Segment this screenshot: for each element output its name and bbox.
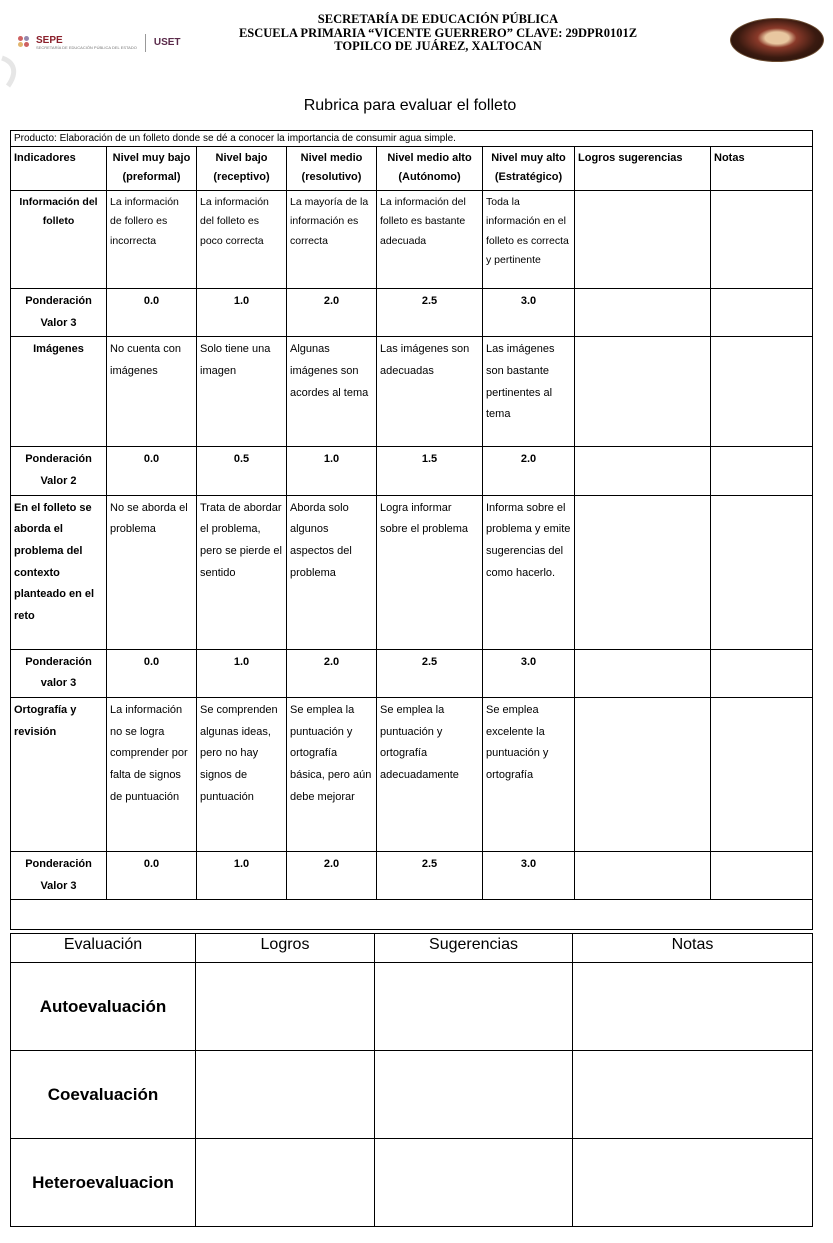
weight-value: 3.0 — [483, 649, 575, 697]
level-descriptor-cell: Las imágenes son bastante pertinentes al tema — [483, 337, 575, 447]
level-descriptor-cell: La información del folleto es bastante adecuada — [377, 190, 483, 288]
indicator-cell: Imágenes — [11, 337, 107, 447]
column-header: Evaluación — [11, 934, 196, 963]
weight-value: 3.0 — [483, 288, 575, 336]
logros-cell — [575, 288, 711, 336]
notas-cell — [711, 337, 813, 447]
sepe-logo-subtext: SECRETARÍA DE EDUCACIÓN PÚBLICA DEL ESTADO — [36, 45, 137, 50]
weight-label: Ponderación Valor 3 — [11, 852, 107, 900]
notas-cell — [711, 698, 813, 852]
level-descriptor-cell: Se comprenden algunas ideas, pero no hay signos de puntuación — [197, 698, 287, 852]
rubric-row — [11, 698, 813, 852]
logros-cell — [575, 190, 711, 288]
logros-cell — [575, 337, 711, 447]
level-descriptor-cell: La información de follero es incorrecta — [107, 190, 197, 288]
level-descriptor-cell: La mayoría de la información es correcta — [287, 190, 377, 288]
school-location: TOPILCO DE JUÁREZ, XALTOCAN — [334, 39, 542, 53]
weight-value: 2.5 — [377, 852, 483, 900]
column-header: Logros — [196, 934, 375, 963]
level-descriptor-cell: Se emplea la puntuación y ortografía básica, pero aún debe mejorar — [287, 698, 377, 852]
level-descriptor-cell: Toda la información en el folleto es correcta y pertinente — [483, 190, 575, 288]
weight-value: 2.5 — [377, 649, 483, 697]
weight-value: 2.5 — [377, 288, 483, 336]
column-header: Nivel muy bajo (preformal) — [107, 147, 197, 191]
watermark-icon — [0, 50, 26, 90]
logros-cell — [196, 1051, 375, 1139]
logros-cell — [575, 698, 711, 852]
weight-label: Ponderación valor 3 — [11, 649, 107, 697]
evaluation-row — [11, 963, 813, 1051]
notas-cell — [711, 288, 813, 336]
notas-cell — [711, 190, 813, 288]
level-descriptor-cell: Informa sobre el problema y emite sugerencias del como hacerlo. — [483, 495, 575, 649]
level-descriptor-cell: La información no se logra comprender por falta de signos de puntuación — [107, 698, 197, 852]
logros-cell — [196, 963, 375, 1051]
uset-logo — [154, 38, 181, 48]
rubric-header-row — [11, 147, 813, 191]
column-header: Nivel bajo (receptivo) — [197, 147, 287, 191]
indicator-cell: En el folleto se aborda el problema del contexto planteado en el reto — [11, 495, 107, 649]
weight-value: 2.0 — [483, 447, 575, 495]
column-header: Indicadores — [11, 147, 107, 191]
school-heading — [200, 13, 676, 54]
sepe-logo — [18, 36, 137, 50]
level-descriptor-cell: Algunas imágenes son acordes al tema — [287, 337, 377, 447]
weight-value: 3.0 — [483, 852, 575, 900]
column-header: Logros sugerencias — [575, 147, 711, 191]
weight-value: 2.0 — [287, 649, 377, 697]
weight-value: 1.0 — [197, 649, 287, 697]
weight-value: 0.0 — [107, 447, 197, 495]
column-header: Nivel muy alto (Estratégico) — [483, 147, 575, 191]
weight-row — [11, 852, 813, 900]
weight-value: 1.0 — [197, 852, 287, 900]
weight-value: 1.5 — [377, 447, 483, 495]
evaluation-type: Heteroevaluacion — [11, 1139, 196, 1227]
product-description: Producto: Elaboración de un folleto donde se dé a conocer la importancia de consumir agua simple. — [11, 131, 813, 147]
product-row — [11, 131, 813, 147]
level-descriptor-cell: Aborda solo algunos aspectos del problema — [287, 495, 377, 649]
weight-value: 2.0 — [287, 288, 377, 336]
spacer-cell — [11, 900, 813, 930]
rubric-row — [11, 190, 813, 288]
level-descriptor-cell: No se aborda el problema — [107, 495, 197, 649]
evaluation-row — [11, 1051, 813, 1139]
level-descriptor-cell: Se emplea la puntuación y ortografía adecuadamente — [377, 698, 483, 852]
level-descriptor-cell: Trata de abordar el problema, pero se pierde el sentido — [197, 495, 287, 649]
column-header: Notas — [573, 934, 813, 963]
portrait-image — [730, 18, 824, 62]
weight-value: 0.0 — [107, 852, 197, 900]
notas-cell — [711, 495, 813, 649]
notas-cell — [711, 649, 813, 697]
weight-value: 2.0 — [287, 852, 377, 900]
evaluation-row — [11, 1139, 813, 1227]
notas-cell — [573, 1139, 813, 1227]
notas-cell — [573, 1051, 813, 1139]
column-header: Sugerencias — [375, 934, 573, 963]
sugerencias-cell — [375, 963, 573, 1051]
indicator-cell: Ortografía y revisión — [11, 698, 107, 852]
column-header: Nivel medio alto (Autónomo) — [377, 147, 483, 191]
school-name: ESCUELA PRIMARIA “VICENTE GUERRERO” CLAVE: 29DPR0101Z — [238, 25, 638, 40]
rubric-title: Rubrica para evaluar el folleto — [303, 97, 517, 114]
ministry-name: SECRETARÍA DE EDUCACIÓN PÚBLICA — [317, 12, 559, 26]
spacer-row — [11, 900, 813, 930]
rubric-row — [11, 495, 813, 649]
weight-label: Ponderación Valor 3 — [11, 288, 107, 336]
evaluation-table — [10, 933, 813, 1227]
logros-cell — [196, 1139, 375, 1227]
level-descriptor-cell: No cuenta con imágenes — [107, 337, 197, 447]
evaluation-header-row — [11, 934, 813, 963]
weight-value: 0.0 — [107, 649, 197, 697]
level-descriptor-cell: Logra informar sobre el problema — [377, 495, 483, 649]
weight-row — [11, 649, 813, 697]
logros-cell — [575, 649, 711, 697]
institution-logos — [18, 34, 181, 52]
notas-cell — [711, 447, 813, 495]
weight-value: 1.0 — [197, 288, 287, 336]
weight-value: 1.0 — [287, 447, 377, 495]
level-descriptor-cell: Las imágenes son adecuadas — [377, 337, 483, 447]
rubric-row — [11, 337, 813, 447]
logo-divider — [145, 34, 146, 52]
evaluation-type: Coevaluación — [11, 1051, 196, 1139]
evaluation-type: Autoevaluación — [11, 963, 196, 1051]
level-descriptor-cell: Se emplea excelente la puntuación y ortografía — [483, 698, 575, 852]
notas-cell — [711, 852, 813, 900]
logros-cell — [575, 495, 711, 649]
weight-value: 0.0 — [107, 288, 197, 336]
sugerencias-cell — [375, 1051, 573, 1139]
sugerencias-cell — [375, 1139, 573, 1227]
sepe-logo-icon — [18, 36, 32, 50]
logros-cell — [575, 852, 711, 900]
weight-row — [11, 288, 813, 336]
notas-cell — [573, 963, 813, 1051]
weight-row — [11, 447, 813, 495]
column-header: Nivel medio (resolutivo) — [287, 147, 377, 191]
indicator-cell: Información del folleto — [11, 190, 107, 288]
rubric-table — [10, 130, 813, 930]
level-descriptor-cell: La información del folleto es poco correcta — [197, 190, 287, 288]
weight-label: Ponderación Valor 2 — [11, 447, 107, 495]
sepe-logo-text: SEPE — [36, 35, 63, 46]
column-header: Notas — [711, 147, 813, 191]
logros-cell — [575, 447, 711, 495]
level-descriptor-cell: Solo tiene una imagen — [197, 337, 287, 447]
uset-logo-text: USET — [153, 37, 181, 48]
weight-value: 0.5 — [197, 447, 287, 495]
document-header — [0, 0, 833, 80]
